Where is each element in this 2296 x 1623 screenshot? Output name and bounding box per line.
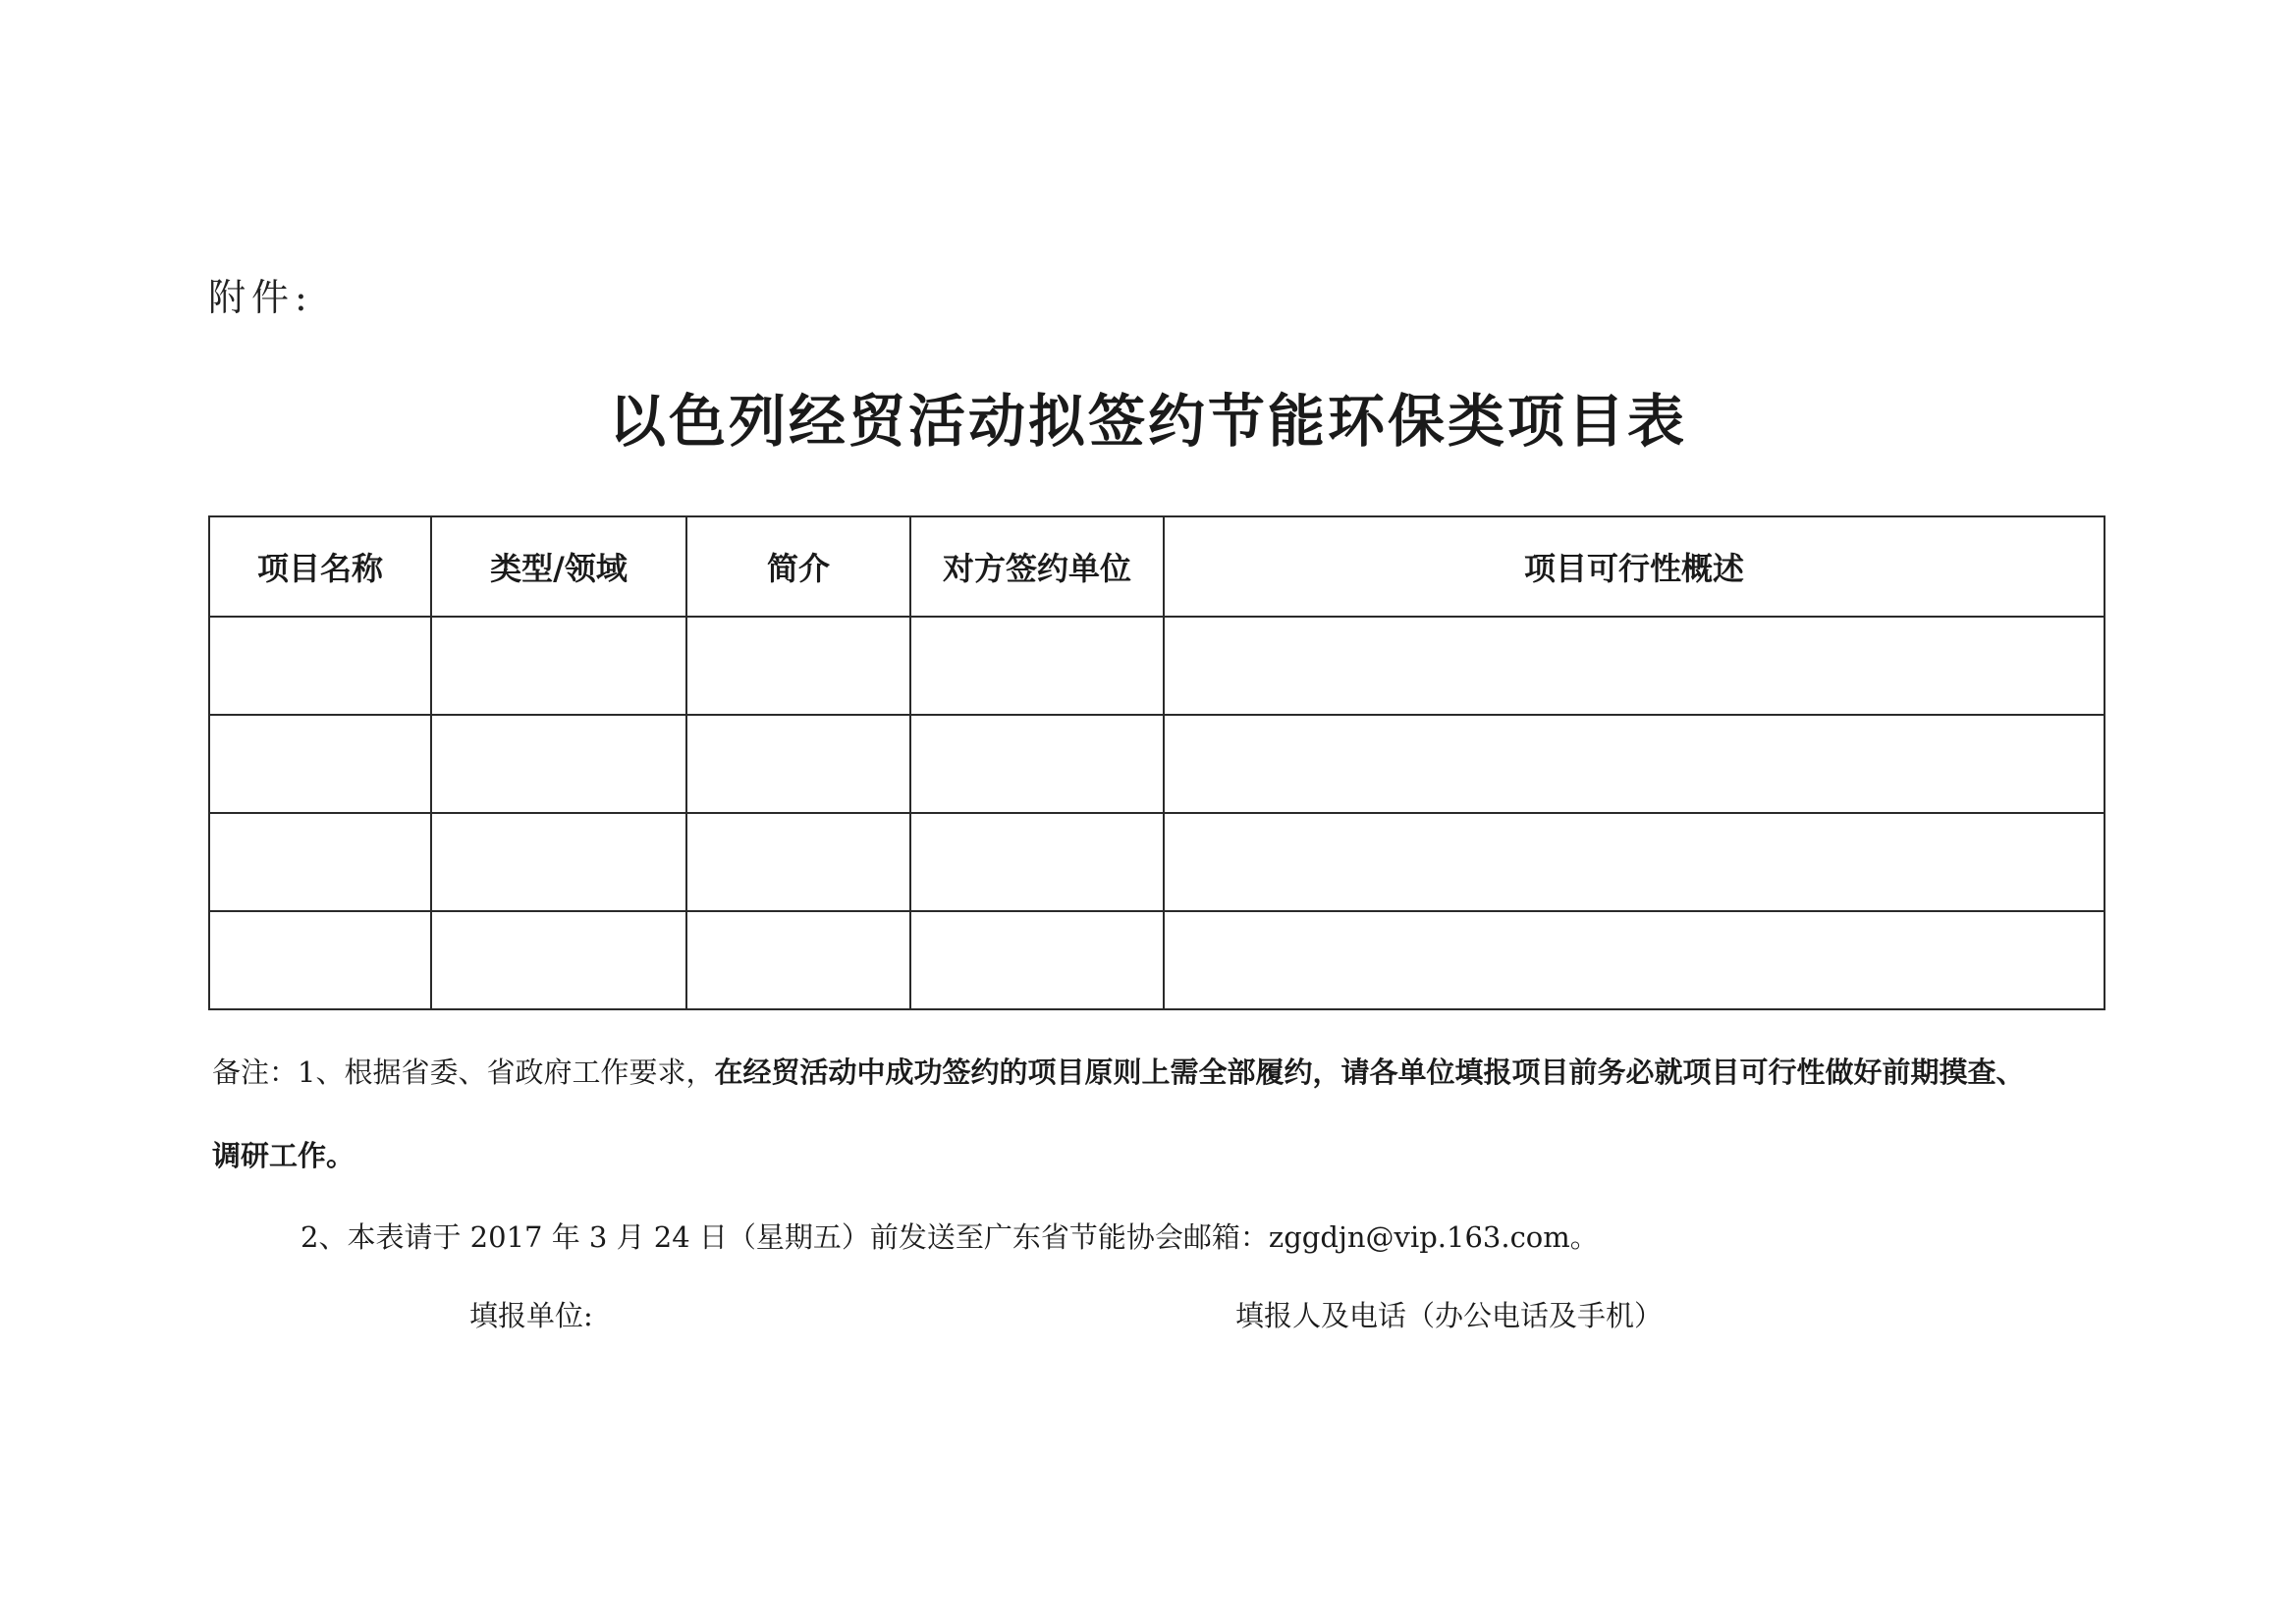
header-feasibility: 项目可行性概述 bbox=[1164, 516, 2105, 617]
table-cell[interactable] bbox=[910, 911, 1164, 1009]
reporter-contact-label: 填报人及电话（办公电话及手机） bbox=[1235, 1299, 1664, 1332]
project-table bbox=[208, 515, 2105, 1010]
table-cell[interactable] bbox=[910, 813, 1164, 911]
table-cell[interactable] bbox=[910, 715, 1164, 813]
table-cell[interactable] bbox=[209, 911, 431, 1009]
note-2: 2、本表请于 2017 年 3 月 24 日（星期五）前发送至广东省节能协会邮箱：zggdjn@vip.163.com。 bbox=[301, 1220, 1599, 1254]
note-1-continued bbox=[212, 1134, 355, 1174]
header-counterparty: 对方签约单位 bbox=[910, 516, 1164, 617]
table-row bbox=[209, 911, 2105, 1009]
note-1-prefix: 备注：1、根据省委、省政府工作要求， bbox=[212, 1055, 715, 1089]
table-cell[interactable] bbox=[1164, 617, 2105, 715]
reporting-unit-label: 填报单位: bbox=[469, 1299, 593, 1332]
table-cell[interactable] bbox=[209, 617, 431, 715]
document-title: 以色列经贸活动拟签约节能环保类项目表 bbox=[608, 388, 1687, 455]
header-type-field: 类型/领域 bbox=[431, 516, 686, 617]
note-1 bbox=[212, 1051, 2024, 1091]
table-cell[interactable] bbox=[1164, 911, 2105, 1009]
note-1-emphasis: 在经贸活动中成功签约的项目原则上需全部履约，请各单位填报项目前务必就项目可行性做好前期摸查、 bbox=[714, 1055, 2025, 1089]
table-cell[interactable] bbox=[686, 911, 910, 1009]
table-cell[interactable] bbox=[209, 813, 431, 911]
note-1-continued-text: 调研工作。 bbox=[212, 1139, 355, 1172]
header-project-name: 项目名称 bbox=[209, 516, 431, 617]
table-cell[interactable] bbox=[910, 617, 1164, 715]
table-cell[interactable] bbox=[686, 715, 910, 813]
header-summary: 简介 bbox=[686, 516, 910, 617]
table-cell[interactable] bbox=[431, 617, 686, 715]
table-cell[interactable] bbox=[686, 813, 910, 911]
table-row bbox=[209, 617, 2105, 715]
table-row bbox=[209, 715, 2105, 813]
table-cell[interactable] bbox=[431, 715, 686, 813]
attachment-label: 附件: bbox=[208, 276, 313, 319]
table-cell[interactable] bbox=[431, 813, 686, 911]
table-cell[interactable] bbox=[1164, 813, 2105, 911]
table-cell[interactable] bbox=[1164, 715, 2105, 813]
table-cell[interactable] bbox=[686, 617, 910, 715]
table-cell[interactable] bbox=[209, 715, 431, 813]
table-cell[interactable] bbox=[431, 911, 686, 1009]
table-header-row bbox=[209, 516, 2105, 617]
table-row bbox=[209, 813, 2105, 911]
